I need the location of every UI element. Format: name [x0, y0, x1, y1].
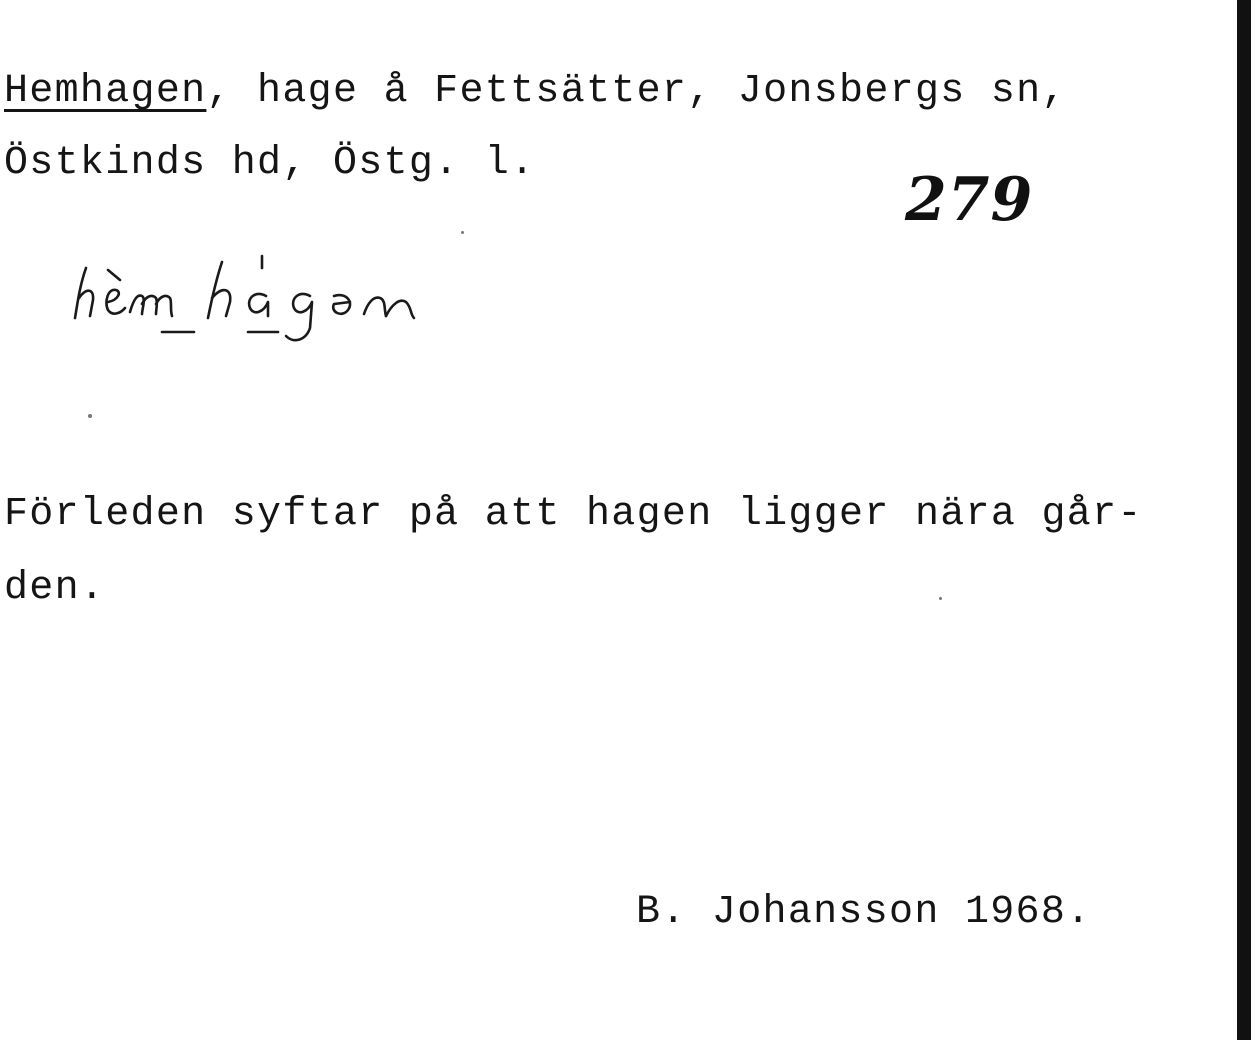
phonetic-transcription-handwritten: [72, 240, 452, 350]
card-number: 279: [905, 165, 1034, 235]
heading-location: , hage å Fettsätter, Jonsbergs sn,: [206, 69, 1067, 114]
body-line-2: den.: [4, 566, 106, 611]
card-edge-border: [1237, 0, 1251, 1040]
body-line-1: Förleden syftar på att hagen ligger nära går-: [4, 492, 1143, 537]
scan-speck: [939, 597, 942, 600]
heading-line: [4, 69, 1067, 114]
scan-speck: [88, 414, 92, 418]
signature: B. Johansson 1968.: [636, 890, 1092, 935]
scan-speck: [461, 231, 464, 234]
headword: Hemhagen: [4, 69, 207, 114]
district-line: Östkinds hd, Östg. l.: [4, 141, 536, 186]
